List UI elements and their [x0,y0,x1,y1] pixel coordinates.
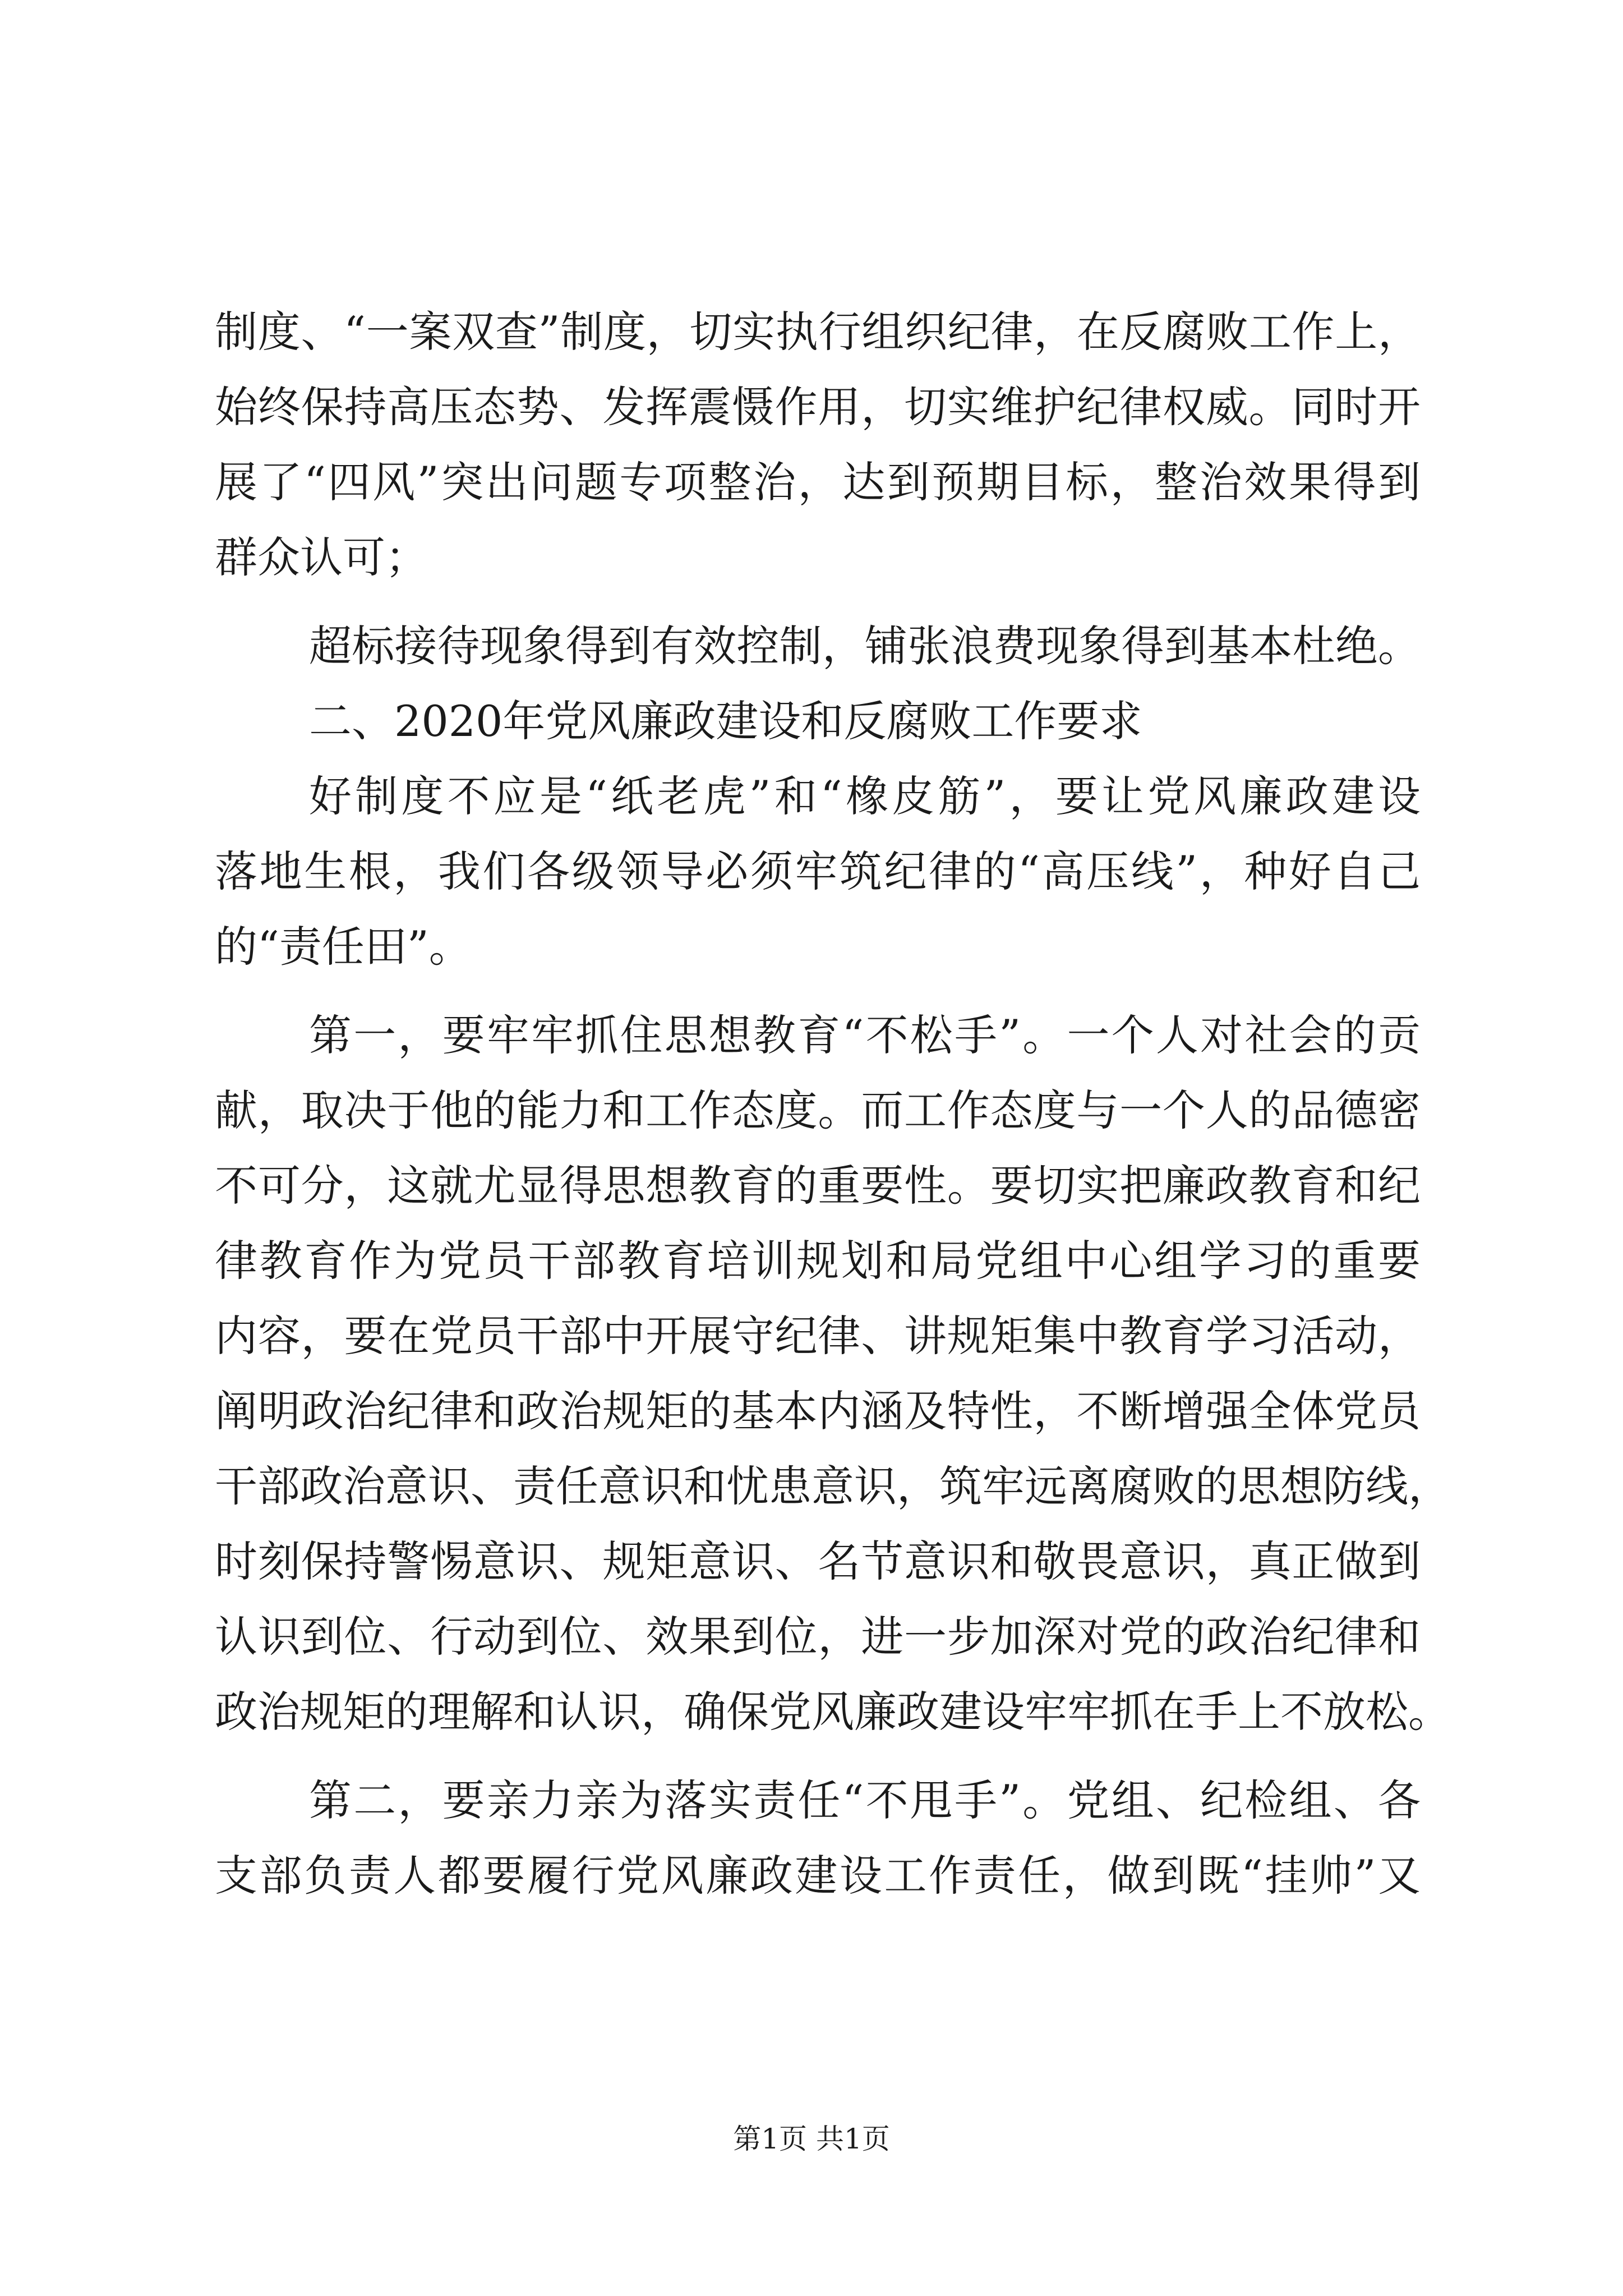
text-line: 认识到位、行动到位、效果到位，进一步加深对党的政治纪律和 [215,1612,1421,1662]
document-body [215,295,1451,1913]
text-line: 好制度不应是“纸老虎”和“橡皮筋”，要让党风廉政建设 [309,771,1421,821]
text-line: 支部负责人都要履行党风廉政建设工作责任，做到既“挂帅”又 [215,1851,1421,1901]
text-line: 二、2020年党风廉政建设和反腐败工作要求 [309,696,1142,746]
paragraph-gap [215,1750,1421,1763]
text-line: 律教育作为党员干部教育培训规划和局党组中心组学习的重要 [215,1236,1421,1286]
text-line: 干部政治意识、责任意识和忧患意识，筑牢远离腐败的思想防线， [215,1461,1451,1511]
paragraph-gap [215,595,1421,609]
text-line: 内容，要在党员干部中开展守纪律、讲规矩集中教育学习活动， [215,1311,1421,1361]
text-line: 第一，要牢牢抓住思想教育“不松手”。一个人对社会的贡 [309,1010,1421,1060]
text-line: 献，取决于他的能力和工作态度。而工作态度与一个人的品德密 [215,1085,1421,1135]
text-line: 落地生根，我们各级领导必须牢筑纪律的“高压线”，种好自己 [215,846,1421,896]
text-line: 超标接待现象得到有效控制，铺张浪费现象得到基本杜绝。 [309,621,1421,671]
paragraph-gap [215,984,1421,998]
text-line: 政治规矩的理解和认识，确保党风廉政建设牢牢抓在手上不放松。 [215,1687,1451,1737]
text-line: 阐明政治纪律和政治规矩的基本内涵及特性，不断增强全体党员 [215,1386,1421,1436]
text-line: 不可分，这就尤显得思想教育的重要性。要切实把廉政教育和纪 [215,1161,1421,1211]
text-line: 时刻保持警惕意识、规矩意识、名节意识和敬畏意识，真正做到 [215,1536,1421,1586]
text-line: 的“责任田”。 [215,922,472,972]
text-line: 群众认可； [215,532,428,582]
text-line: 第二，要亲力亲为落实责任“不甩手”。党组、纪检组、各 [309,1775,1421,1825]
text-line: 始终保持高压态势、发挥震慑作用，切实维护纪律权威。同时开 [215,382,1421,432]
text-line: 展了“四风”突出问题专项整治，达到预期目标，整治效果得到 [215,457,1421,507]
text-line: 制度、“一案双查”制度，切实执行组织纪律，在反腐败工作上， [215,307,1421,357]
page-footer: 第1页 共1页 [733,2123,890,2155]
